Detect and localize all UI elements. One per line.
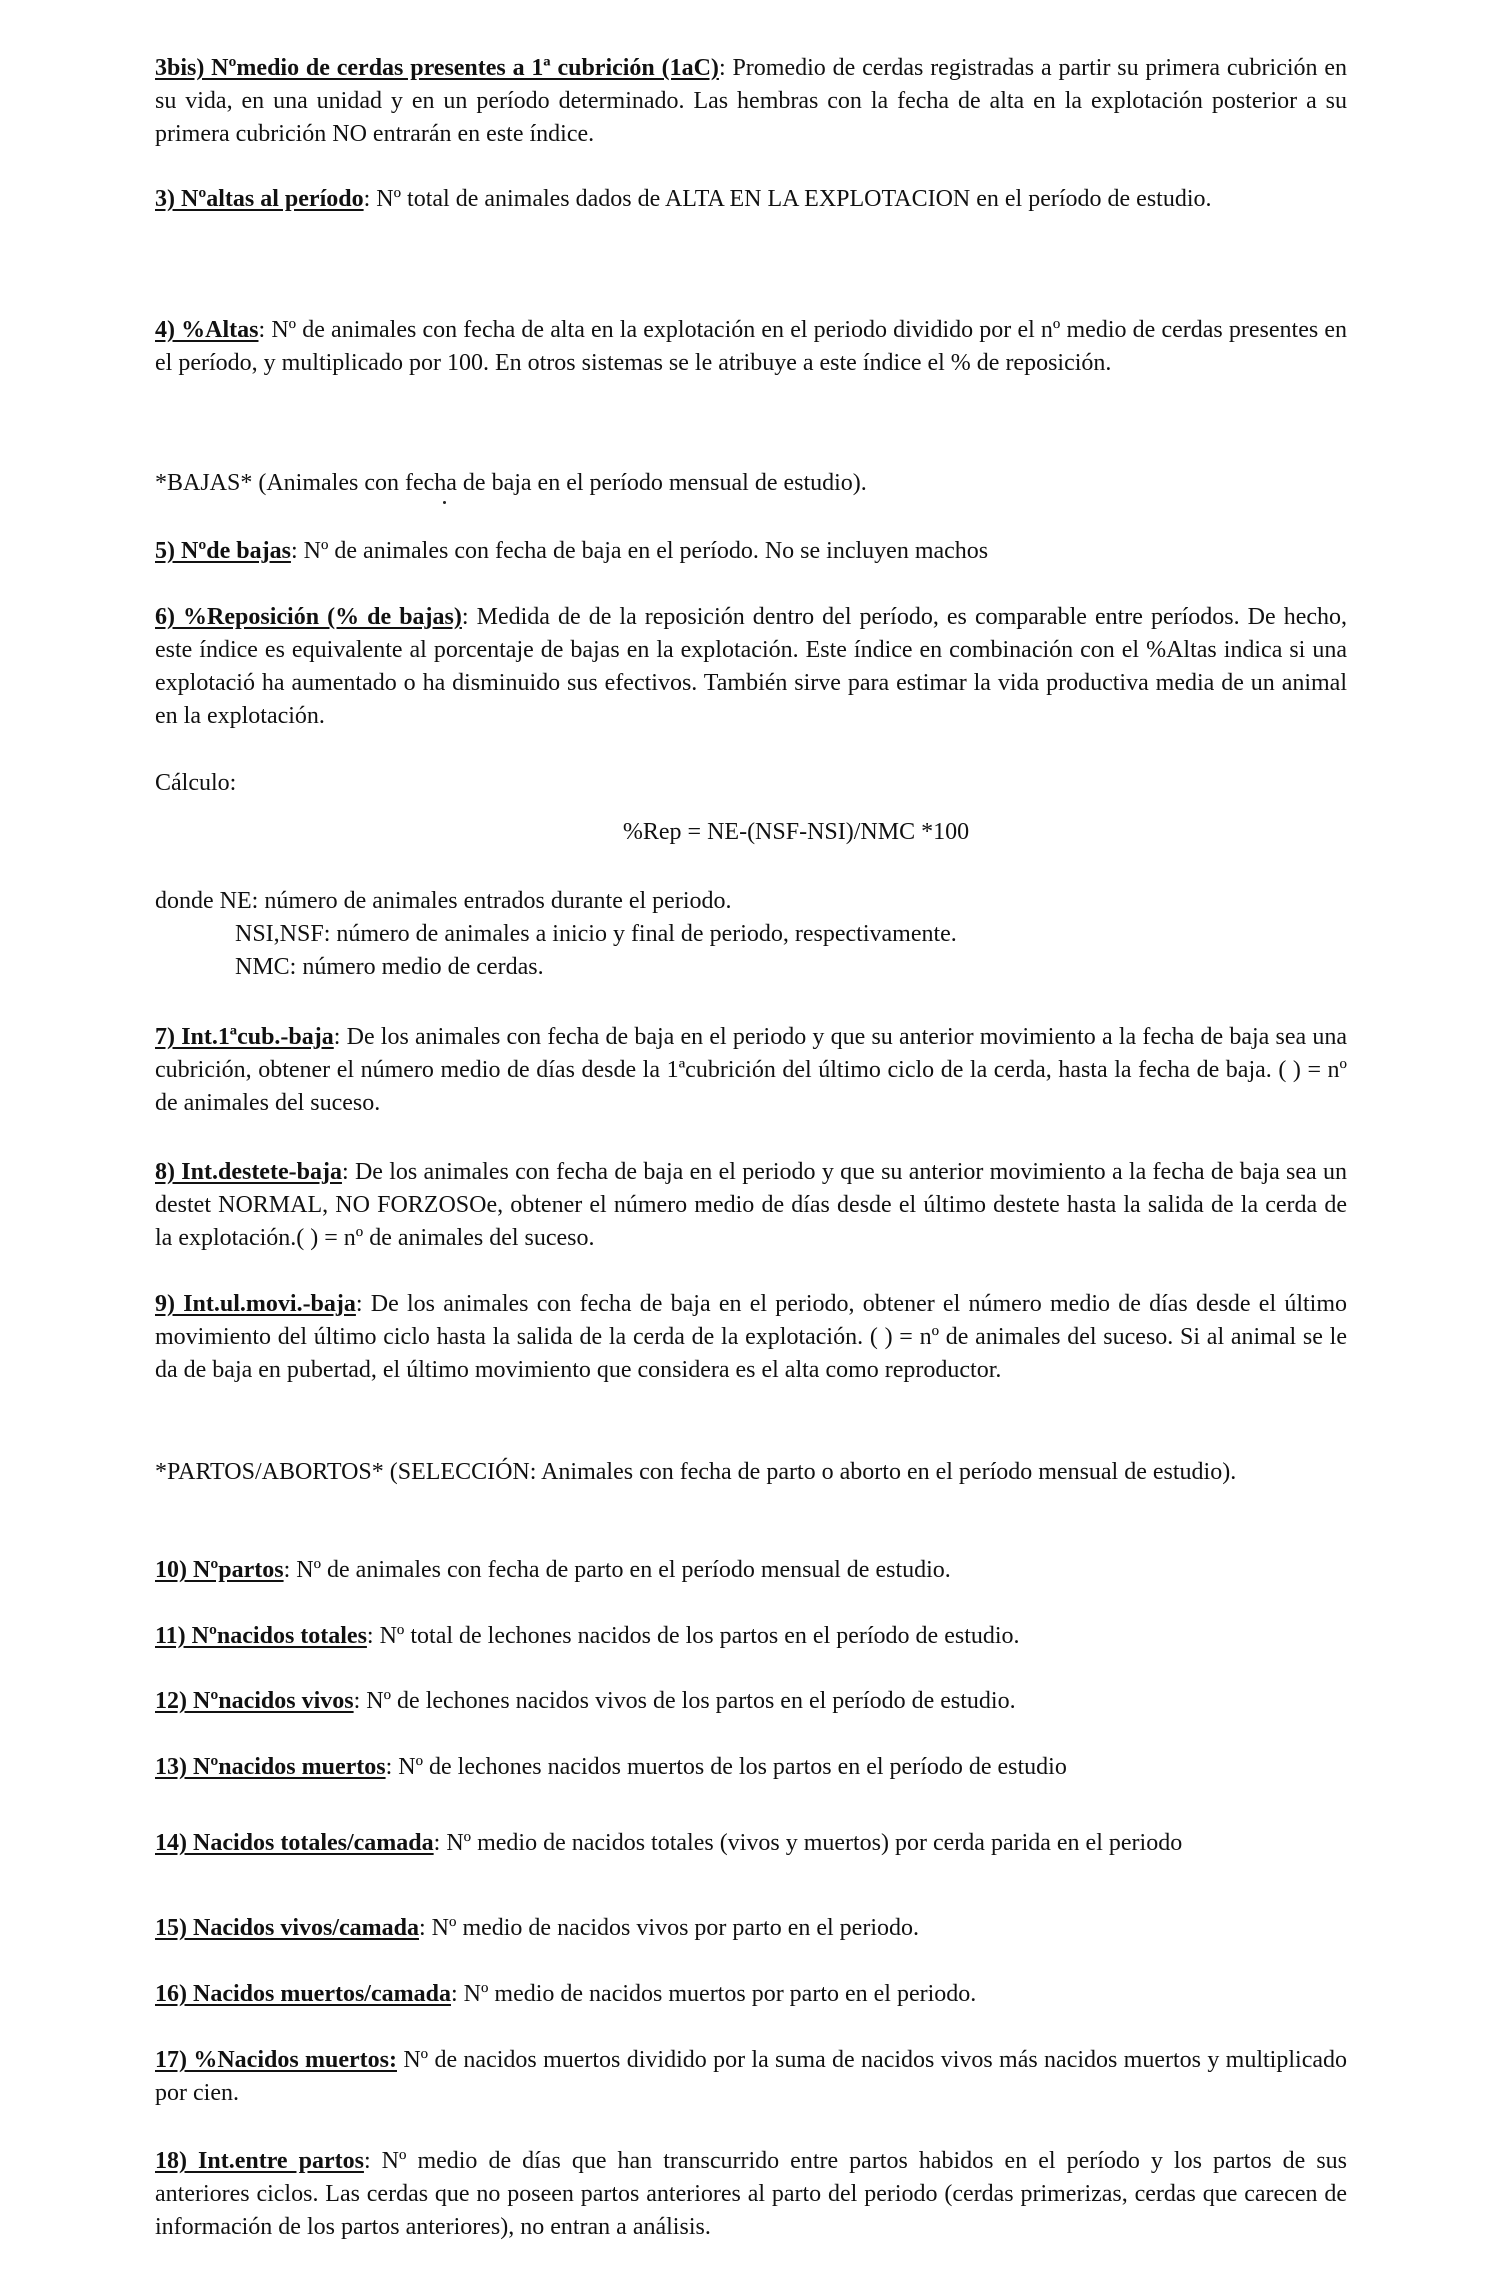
definition-3: 3) Nºaltas al período: Nº total de animales dados de ALTA EN LA EXPLOTACION en el período de estudio.: [155, 186, 1212, 212]
definition-text: Nº de lechones nacidos muertos de los partos en el período de estudio: [398, 1754, 1067, 1780]
term: 15) Nacidos vivos/camada: [155, 1915, 419, 1941]
term: 5) Nºde bajas: [155, 538, 291, 564]
formula: %Rep = NE-(NSF-NSI)/NMC *100: [622, 819, 970, 845]
definition-text: Nº medio de nacidos vivos por parto en el periodo.: [431, 1915, 919, 1941]
definition-4: 4) %Altas: Nº de animales con fecha de alta en la explotación en el periodo dividido por el nº medio de cerdas presentes en el período, y multiplicado por 100. En otros sistemas se le atribuye a este índice el % de reposición.: [155, 317, 1347, 376]
stray-dot: [443, 501, 446, 504]
definition-text: Promedio de cerdas registradas a partir su primera cubrición en su vida, en una unidad y en un período determinado. Las hembras con la fecha de alta en la explotación posterior a su primera cubrición NO entrarán en este índice.: [155, 55, 1348, 147]
definition-text: Nº de animales con fecha de alta en la explotación en el periodo dividido por el nº medio de cerdas presentes en el período, y multiplicado por 100. En otros sistemas se le atribuye a este índice el % de reposición.: [155, 317, 1347, 376]
term: 16) Nacidos muertos/camada: [155, 1981, 451, 2007]
legend-line: NSI,NSF: número de animales a inicio y final de periodo, respectivamente.: [235, 921, 957, 947]
definition-8: 8) Int.destete-baja: De los animales con fecha de baja en el periodo y que su anterior movimiento a la fecha de baja sea un destet NORMAL, NO FORZOSOe, obtener el número medio de días desde el último destete hasta la salida de la cerda de la explotación.( ) = nº de animales del suceso.: [155, 1159, 1348, 1251]
section-partos-header: [155, 1456, 1347, 1489]
term: 6) %Reposición (% de bajas): [155, 604, 462, 630]
term: 14) Nacidos totales/camada: [155, 1830, 434, 1856]
definition-text: Nº de animales con fecha de baja en el período. No se incluyen machos: [303, 538, 989, 564]
definition-18: 18) Int.entre partos: Nº medio de días que han transcurrido entre partos habidos en el período y los partos de sus anteriores ciclos. Las cerdas que no poseen partos anteriores al parto del periodo (cerdas primerizas, cerdas que carecen de información de los partos anteriores), no entran a análisis.: [155, 2148, 1348, 2240]
term: 3) Nºaltas al período: [155, 186, 364, 212]
legend-line: donde NE: número de animales entrados durante el periodo.: [155, 888, 732, 914]
definition-text: De los animales con fecha de baja en el periodo y que su anterior movimiento a la fecha de baja sea un destet NORMAL, NO FORZOSOe, obtener el número medio de días desde el último destete hasta la salida de la cerda de la explotación.( ) = nº de animales del suceso.: [155, 1159, 1348, 1251]
term: 7) Int.1ªcub.-baja: [155, 1024, 334, 1050]
definition-7: 7) Int.1ªcub.-baja: De los animales con fecha de baja en el periodo y que su anterior movimiento a la fecha de baja sea una cubrición, obtener el número medio de días desde la 1ªcubrición del último ciclo de la cerda, hasta la fecha de baja. ( ) = nº de animales del suceso.: [155, 1024, 1348, 1116]
calculo-label: Cálculo:: [155, 770, 237, 796]
definition-5: 5) Nºde bajas: Nº de animales con fecha de baja en el período. No se incluyen machos: [155, 538, 989, 564]
definition-text: Nº total de animales dados de ALTA EN LA EXPLOTACION en el período de estudio.: [376, 186, 1212, 212]
definition-14: 14) Nacidos totales/camada: Nº medio de nacidos totales (vivos y muertos) por cerda parida en el periodo: [155, 1830, 1183, 1856]
legend-line: NMC: número medio de cerdas.: [235, 954, 544, 980]
definition-13: 13) Nºnacidos muertos: Nº de lechones nacidos muertos de los partos en el período de estudio: [155, 1754, 1067, 1780]
section-bajas-header: [155, 467, 1347, 500]
term: 8) Int.destete-baja: [155, 1159, 342, 1185]
term: 4) %Altas: [155, 317, 259, 343]
definition-text: Nº medio de nacidos muertos por parto en el periodo.: [463, 1981, 977, 2007]
definition-text: Nº medio de nacidos totales (vivos y muertos) por cerda parida en el periodo: [446, 1830, 1183, 1856]
section-header: *PARTOS/ABORTOS* (SELECCIÓN: Animales con fecha de parto o aborto en el período mensual de estudio).: [155, 1459, 1237, 1485]
definition-text: Nº de lechones nacidos vivos de los partos en el período de estudio.: [366, 1688, 1016, 1714]
definition-6: 6) %Reposición (% de bajas): Medida de de la reposición dentro del período, es comparable entre períodos. De hecho, este índice es equivalente al porcentaje de bajas en la explotación. Este índice en combinación con el %Altas indica si una explotació ha aumentado o ha disminuido sus efectivos. También sirve para estimar la vida productiva media de un animal en la explotación.: [155, 604, 1348, 729]
definition-11: 11) Nºnacidos totales: Nº total de lechones nacidos de los partos en el período de estudio.: [155, 1623, 1020, 1649]
term: 17) %Nacidos muertos:: [155, 2047, 397, 2073]
definition-text: Nº medio de días que han transcurrido entre partos habidos en el período y los partos de sus anteriores ciclos. Las cerdas que no poseen partos anteriores al parto del periodo (cerdas primerizas, cerdas que carecen de información de los partos anteriores), no entran a análisis.: [155, 2148, 1348, 2240]
definition-text: De los animales con fecha de baja en el periodo, obtener el número medio de días desde el último movimiento del último ciclo hasta la salida de la cerda de la explotación. ( ) = nº de animales del suceso. Si al animal se le da de baja en pubertad, el último movimiento que considera es el alta como reproductor.: [155, 1291, 1348, 1383]
definition-text: Nº total de lechones nacidos de los partos en el período de estudio.: [379, 1623, 1020, 1649]
calculation-block: [155, 767, 1347, 849]
term: 11) Nºnacidos totales: [155, 1623, 367, 1649]
definition-text: Nº de nacidos muertos dividido por la suma de nacidos vivos más nacidos muertos y multiplicado por cien.: [155, 2047, 1347, 2106]
term: 12) Nºnacidos vivos: [155, 1688, 354, 1714]
definition-text: De los animales con fecha de baja en el periodo y que su anterior movimiento a la fecha de baja sea una cubrición, obtener el número medio de días desde la 1ªcubrición del último ciclo de la cerda, hasta la fecha de baja. ( ) = nº de animales del suceso.: [155, 1024, 1348, 1116]
variables-legend: [155, 885, 1347, 984]
definition-3bis: 3bis) Nºmedio de cerdas presentes a 1ª cubrición (1aC): Promedio de cerdas registradas a partir su primera cubrición en su vida, en una unidad y en un período determinado. Las hembras con la fecha de alta en la explotación posterior a su primera cubrición NO entrarán en este índice.: [155, 55, 1348, 147]
definition-12: 12) Nºnacidos vivos: Nº de lechones nacidos vivos de los partos en el período de estudio.: [155, 1688, 1016, 1714]
section-header: *BAJAS* (Animales con fecha de baja en el período mensual de estudio).: [155, 470, 867, 496]
term: 9) Int.ul.movi.-baja: [155, 1291, 356, 1317]
definition-17: [155, 2044, 1347, 2110]
definition-15: 15) Nacidos vivos/camada: Nº medio de nacidos vivos por parto en el periodo.: [155, 1915, 919, 1941]
definition-9: 9) Int.ul.movi.-baja: De los animales con fecha de baja en el periodo, obtener el número medio de días desde el último movimiento del último ciclo hasta la salida de la cerda de la explotación. ( ) = nº de animales del suceso. Si al animal se le da de baja en pubertad, el último movimiento que considera es el alta como reproductor.: [155, 1291, 1348, 1383]
term: 18) Int.entre partos: [155, 2148, 364, 2174]
definition-16: 16) Nacidos muertos/camada: Nº medio de nacidos muertos por parto en el periodo.: [155, 1981, 977, 2007]
term: 13) Nºnacidos muertos: [155, 1754, 386, 1780]
term: 3bis) Nºmedio de cerdas presentes a 1ª cubrición (1aC): [155, 55, 719, 81]
definition-text: Medida de de la reposición dentro del período, es comparable entre períodos. De hecho, este índice es equivalente al porcentaje de bajas en la explotación. Este índice en combinación con el %Altas indica si una explotació ha aumentado o ha disminuido sus efectivos. También sirve para estimar la vida productiva media de un animal en la explotación.: [155, 604, 1348, 729]
term: 10) Nºpartos: [155, 1557, 284, 1583]
definition-10: 10) Nºpartos: Nº de animales con fecha de parto en el período mensual de estudio.: [155, 1557, 951, 1583]
definition-text: Nº de animales con fecha de parto en el período mensual de estudio.: [296, 1557, 951, 1583]
